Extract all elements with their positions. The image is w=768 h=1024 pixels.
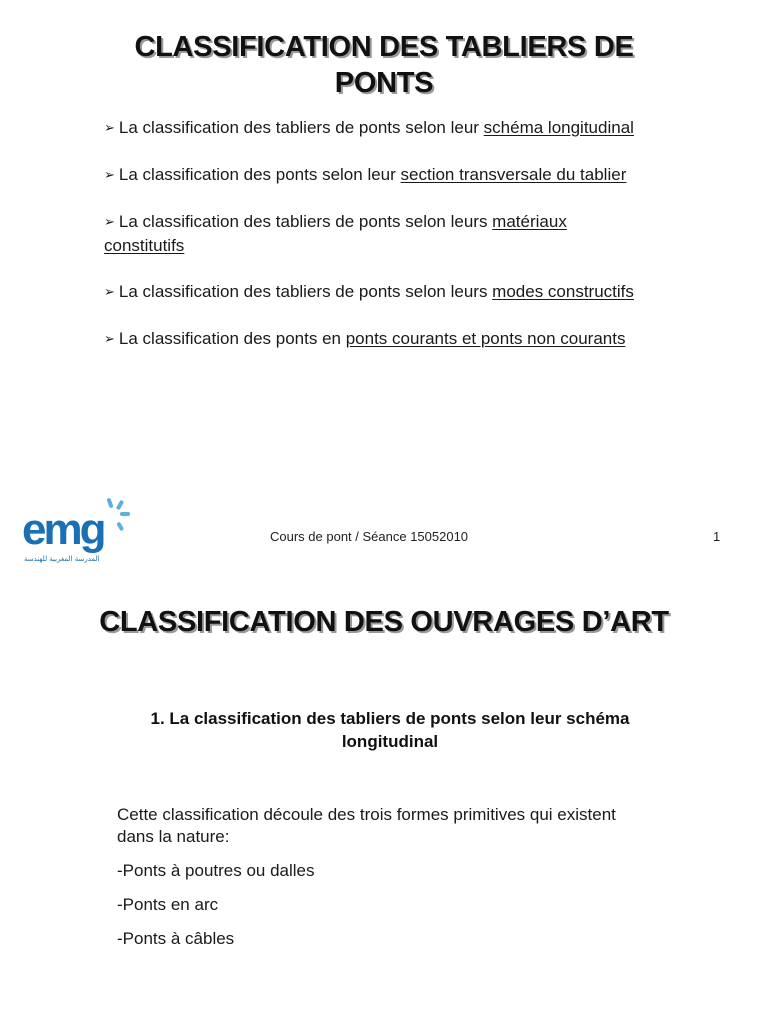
bullet-text: La classification des ponts selon leur: [118, 165, 401, 184]
arrow-bullet-icon: ➢: [104, 284, 115, 299]
bullet-text: La classification des tabliers de ponts selon leurs: [118, 282, 493, 301]
bullet-underlined-text: section transversale du tablier: [400, 165, 627, 184]
slide2-title: CLASSIFICATION DES OUVRAGES D’ART: [99, 606, 669, 638]
bullet-underlined-text: matériaux constitutifs: [104, 212, 567, 255]
page-number: 1: [713, 529, 721, 544]
bullet-text: La classification des ponts en: [118, 329, 346, 348]
arrow-bullet-icon: ➢: [104, 167, 115, 182]
arrow-bullet-icon: ➢: [104, 214, 115, 229]
slide1-title: CLASSIFICATION DES TABLIERS DE PONTS: [134, 31, 634, 99]
slide2-subtitle: 1. La classification des tabliers de ponts selon leur schéma longitudinal: [150, 709, 630, 751]
footer-course: Cours de pont / Séance 15052010: [270, 529, 469, 544]
bullet-item: [104, 163, 634, 187]
bullet-item: [104, 327, 634, 351]
list-item: -Ponts à câbles: [117, 929, 235, 948]
list-item: -Ponts à poutres ou dalles: [117, 861, 315, 880]
bullet-underlined-text: ponts courants et ponts non courants: [345, 329, 626, 348]
bullet-list: [104, 116, 634, 374]
logo-subtext: المدرسة المغربية للهندسة: [24, 555, 100, 563]
bullet-text: La classification des tabliers de ponts selon leurs: [118, 212, 493, 231]
arrow-bullet-icon: ➢: [104, 331, 115, 346]
logo-spark-icon: [106, 498, 130, 532]
bullet-item: [104, 210, 634, 257]
bullet-underlined-text: modes constructifs: [492, 282, 634, 301]
arrow-bullet-icon: ➢: [104, 120, 115, 135]
list-item: -Ponts en arc: [117, 895, 219, 914]
bullet-underlined-text: schéma longitudinal: [483, 118, 634, 137]
bullet-item: [104, 280, 634, 304]
bullet-text: La classification des tabliers de ponts selon leur: [118, 118, 484, 137]
bullet-item: [104, 116, 634, 140]
slide2-body: [117, 804, 637, 962]
emg-logo: [20, 494, 132, 566]
intro-text: Cette classification découle des trois formes primitives qui existent dans la nature:: [117, 805, 616, 846]
logo-text: emg: [22, 505, 104, 554]
